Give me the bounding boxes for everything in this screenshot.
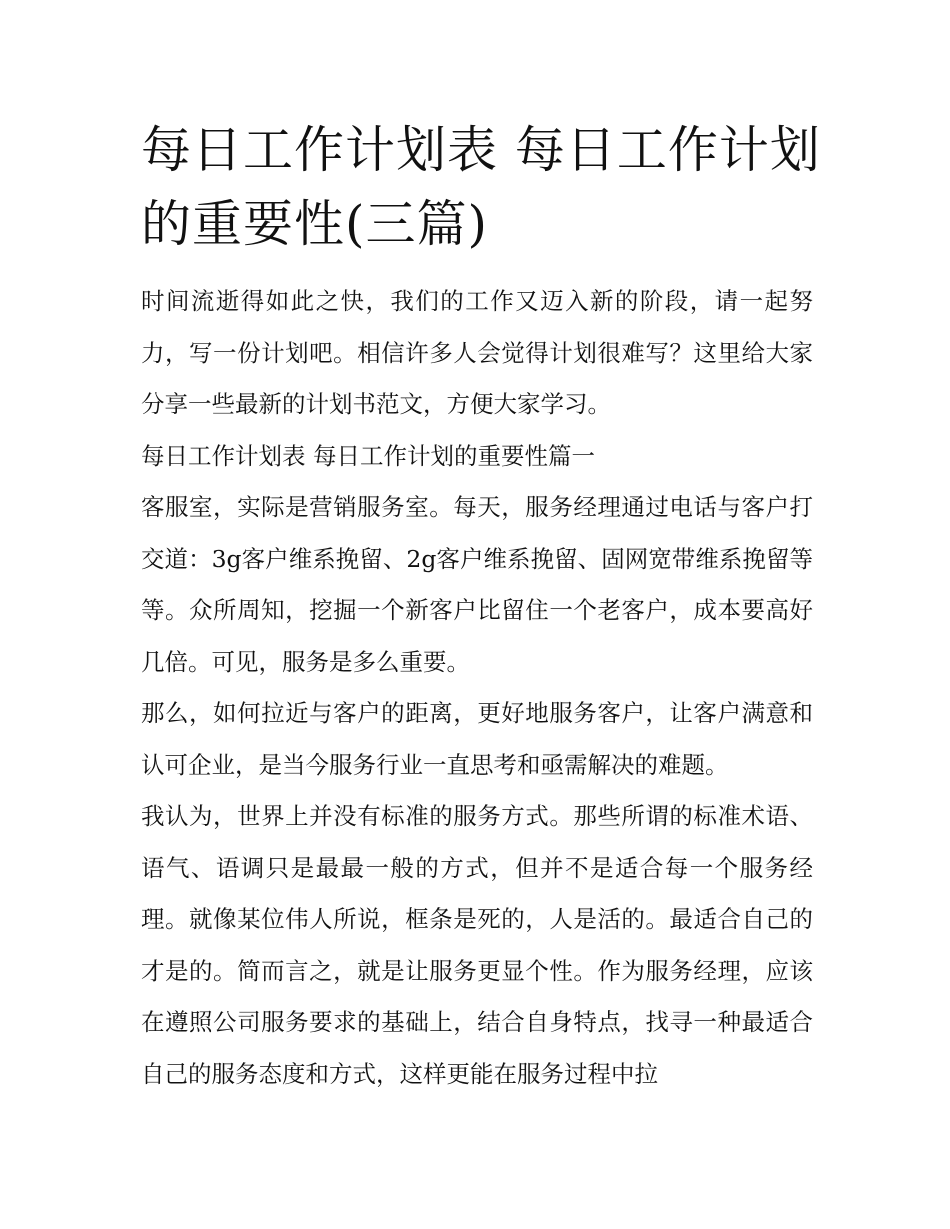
section-heading: 每日工作计划表 每日工作计划的重要性篇一: [141, 441, 595, 470]
paragraph-service-room: 客服室，实际是营销服务室。每天，服务经理通过电话与客户打交道：3g客户维系挽留、2g客户维系挽留、固网宽带维系挽留等等。众所周知，挖掘一个新客户比留住一个老客户，成本要高好几倍。可见，服务是多么重要。: [141, 493, 813, 676]
paragraph-service-style: 我认为，世界上并没有标准的服务方式。那些所谓的标准术语、语气、语调只是最最一般的方式，但并不是适合每一个服务经理。就像某位伟人所说，框条是死的，人是活的。最适合自己的才是的。简而言之，就是让服务更显个性。作为服务经理，应该在遵照公司服务要求的基础上，结合自身特点，找寻一种最适合自己的服务态度和方式，这样更能在服务过程中拉: [141, 802, 813, 1088]
document-title: 每日工作计划表 每日工作计划的重要性(三篇): [141, 121, 821, 253]
paragraph-customer-distance: 那么，如何拉近与客户的距离，更好地服务客户，让客户满意和认可企业，是当今服务行业一直思考和亟需解决的难题。: [141, 699, 813, 779]
paragraph-intro: 时间流逝得如此之快，我们的工作又迈入新的阶段，请一起努力，写一份计划吧。相信许多人会觉得计划很难写？这里给大家分享一些最新的计划书范文，方便大家学习。: [141, 287, 813, 418]
document-body: [141, 276, 813, 1100]
